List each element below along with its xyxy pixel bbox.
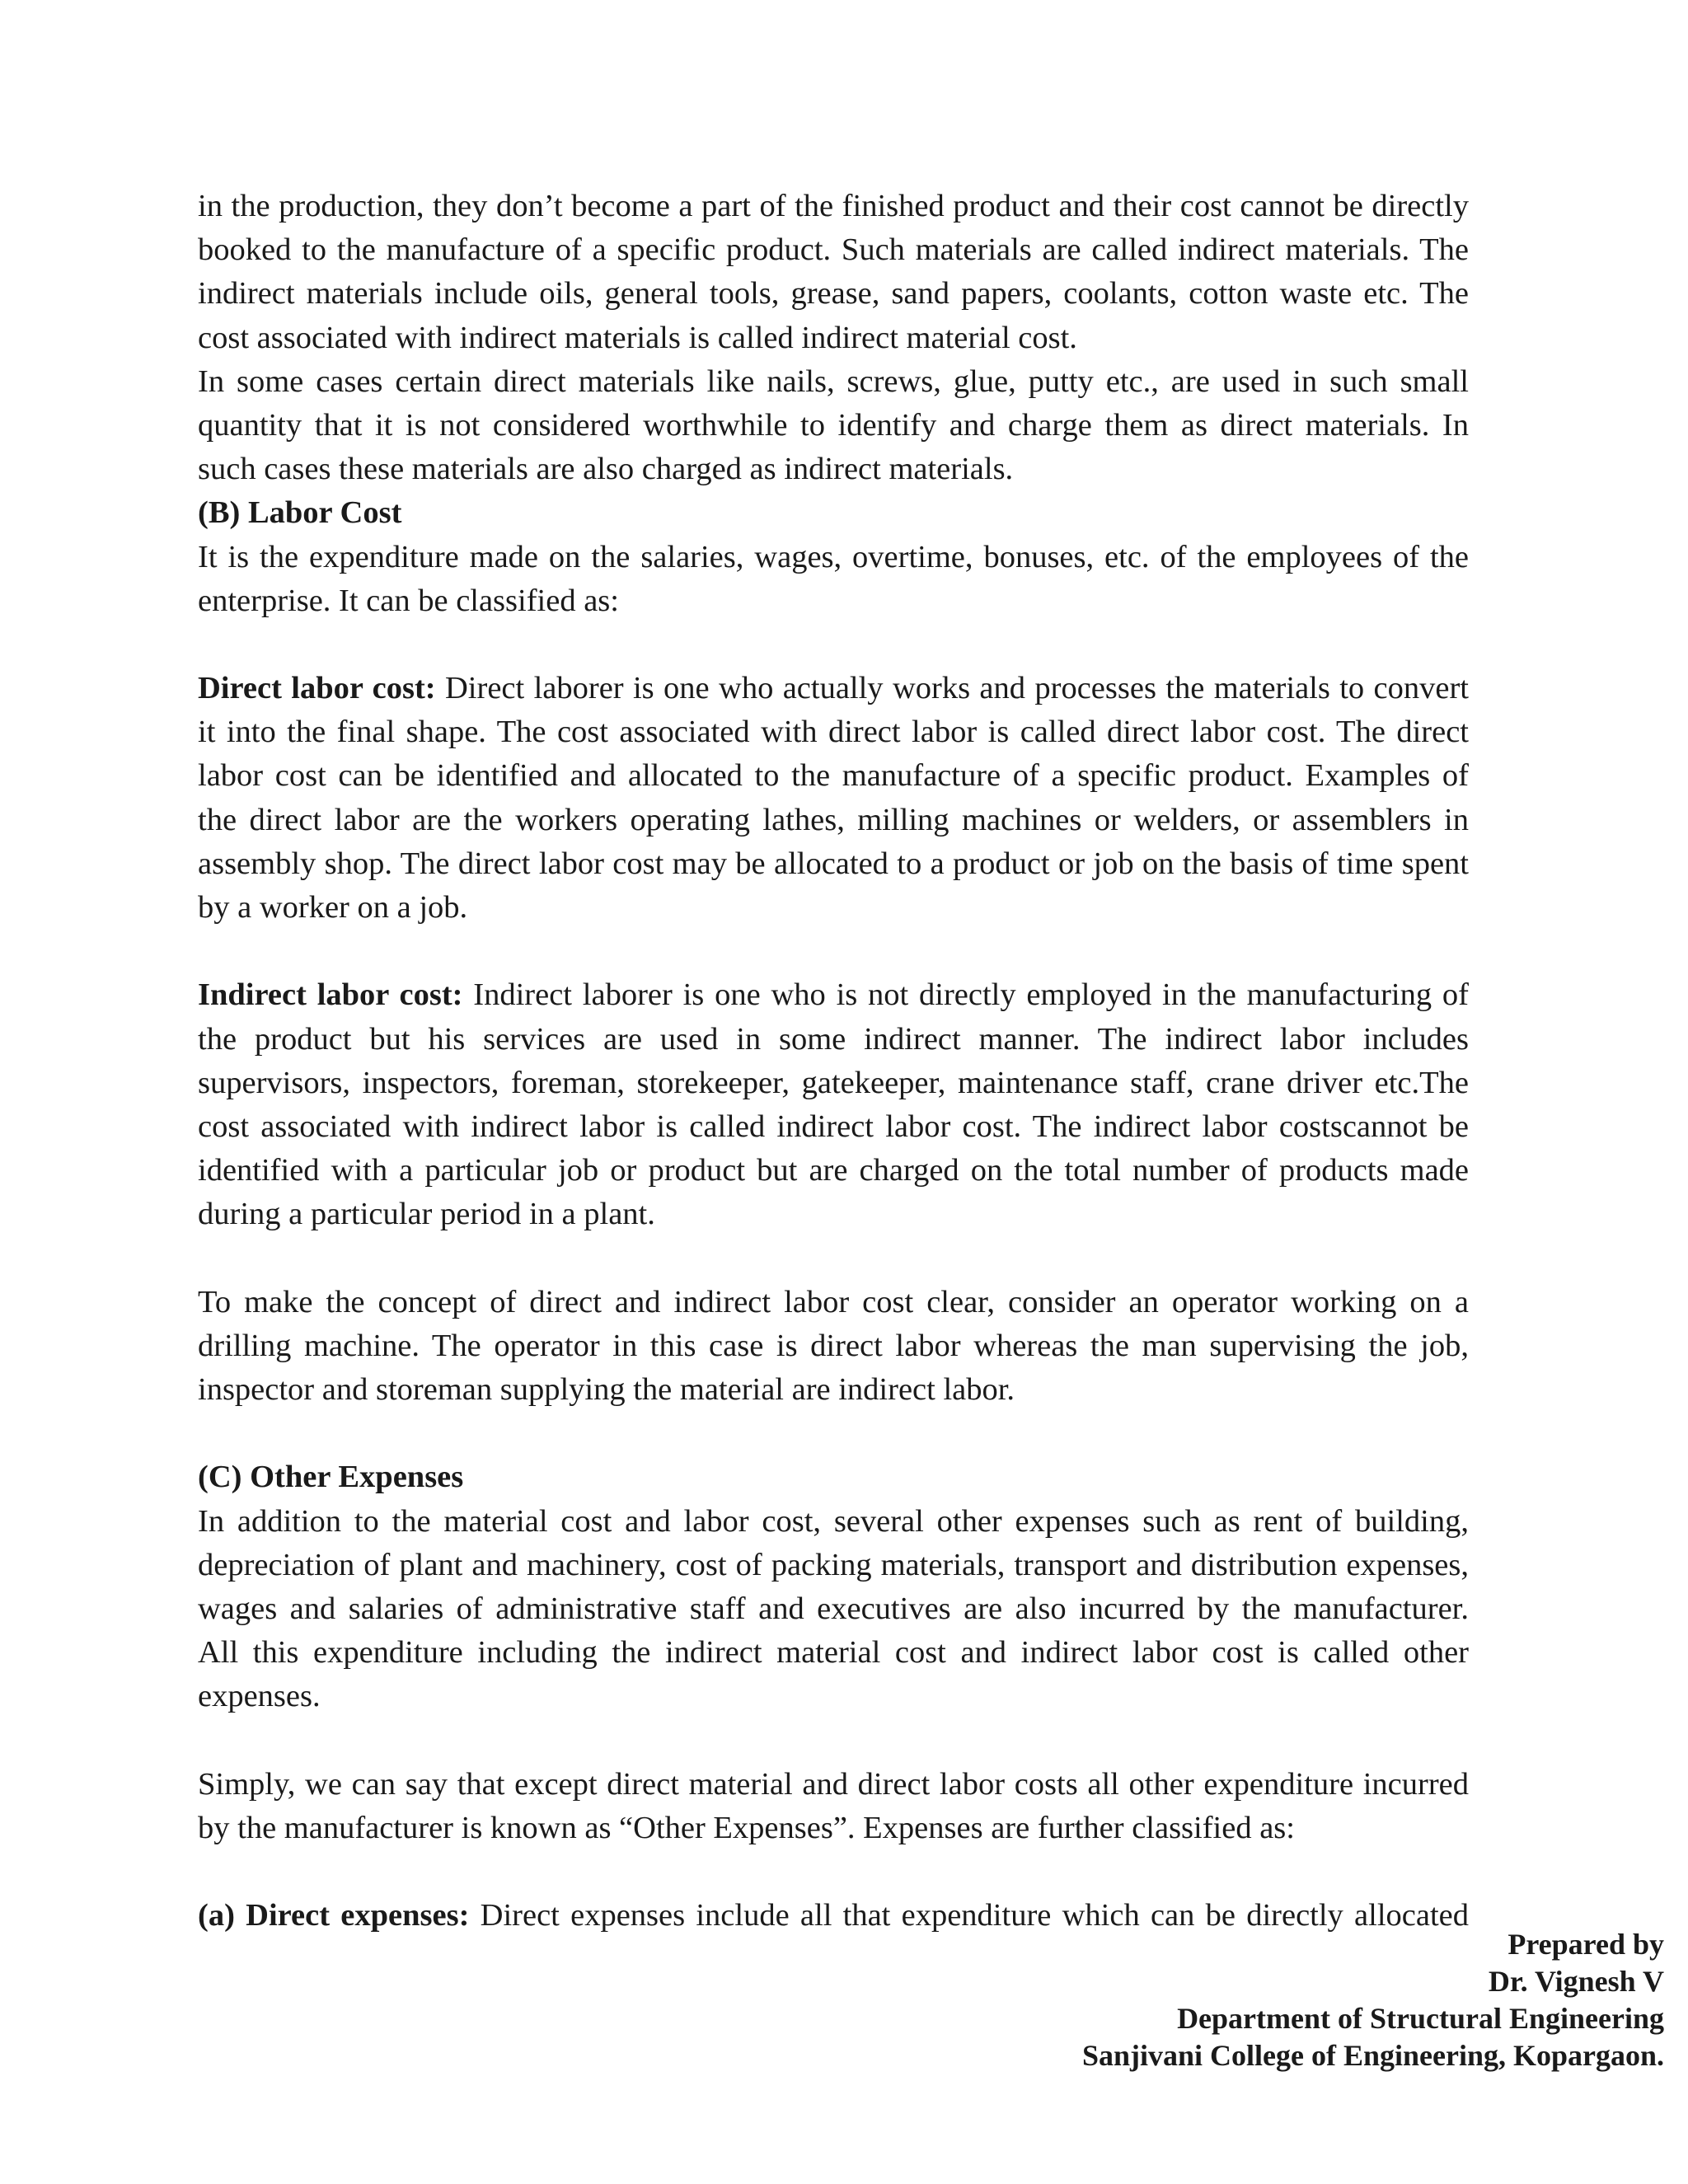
paragraph-gap [198, 1412, 1469, 1455]
term-indirect-labor-cost: Indirect labor cost: [198, 977, 463, 1013]
text-line: In addition to the material cost and labor cost, several other expenses such as rent of building, [198, 1503, 1469, 1539]
term-direct-expenses: (a) Direct expenses: [198, 1898, 470, 1933]
text-line: it into the final shape. The cost associated with direct labor is called direct labor cost. The direct [198, 715, 1469, 750]
paragraph-gap [198, 623, 1469, 667]
text-line: during a particular period in a plant. [198, 1197, 655, 1232]
direct-labor-first-line [198, 667, 1469, 710]
text-line: assembly shop. The direct labor cost may be allocated to a product or job on the basis of time spent [198, 846, 1469, 881]
text-line: quantity that it is not considered worthwhile to identify and charge them as direct materials. In [198, 407, 1469, 443]
text-line: booked to the manufacture of a specific product. Such materials are called indirect materials. The [198, 232, 1469, 268]
section-heading-labor-cost: (B) Labor Cost [198, 495, 402, 531]
text-line: indirect materials include oils, general tools, grease, sand papers, coolants, cotton waste etc. The [198, 276, 1469, 312]
text-line: enterprise. It can be classified as: [198, 583, 619, 618]
footer-prepared-by: Prepared by [1507, 1928, 1664, 1961]
text-line: cost associated with indirect materials is called indirect material cost. [198, 320, 1077, 355]
text-run: Indirect laborer is one who is not directly employed in the manufacturing of [462, 977, 1469, 1013]
text-line: In some cases certain direct materials like nails, screws, glue, putty etc., are used in such small [198, 363, 1469, 399]
text-line: inspector and storeman supplying the material are indirect labor. [198, 1372, 1015, 1408]
text-line: cost associated with indirect labor is called indirect labor cost. The indirect labor costscannot be [198, 1108, 1469, 1144]
text-line: the direct labor are the workers operating lathes, milling machines or welders, or assemblers in [198, 802, 1469, 837]
text-line: identified with a particular job or product but are charged on the total number of products made [198, 1153, 1469, 1188]
author-footer [1082, 1926, 1664, 2074]
indirect-labor-first-line [198, 973, 1469, 1017]
text-run: Direct expenses include all that expenditure which can be directly allocated [469, 1898, 1469, 1933]
text-line: depreciation of plant and machinery, cost of packing materials, transport and distribution expenses, [198, 1547, 1469, 1582]
term-direct-labor-cost: Direct labor cost: [198, 671, 436, 706]
paragraph-gap [198, 930, 1469, 973]
text-line: wages and salaries of administrative staff and executives are also incurred by the manufacturer. [198, 1591, 1469, 1626]
text-line: the product but his services are used in some indirect manner. The indirect labor includes [198, 1021, 1469, 1057]
text-line: labor cost can be identified and allocated to the manufacture of a specific product. Examples of [198, 758, 1469, 794]
text-line: All this expenditure including the indirect material cost and indirect labor cost is called other [198, 1635, 1469, 1671]
text-line: drilling machine. The operator in this case is direct labor whereas the man supervising the job, [198, 1328, 1469, 1363]
text-line: expenses. [198, 1679, 321, 1714]
text-line: Simply, we can say that except direct material and direct labor costs all other expenditure incurred [198, 1766, 1469, 1802]
text-line: by a worker on a job. [198, 890, 468, 925]
paragraph-gap [198, 1237, 1469, 1281]
text-line: in the production, they don’t become a part of the finished product and their cost cannot be directly [198, 189, 1469, 223]
footer-author-name: Dr. Vignesh V [1488, 1965, 1664, 1998]
text-line: To make the concept of direct and indirect labor cost clear, consider an operator working on a [198, 1284, 1469, 1319]
paragraph-gap [198, 1850, 1469, 1894]
paragraph-gap [198, 1719, 1469, 1763]
text-line: such cases these materials are also charged as indirect materials. [198, 452, 1014, 487]
footer-department: Department of Structural Engineering [1177, 2002, 1664, 2035]
footer-college: Sanjivani College of Engineering, Kopargaon. [1081, 2039, 1664, 2072]
text-line: It is the expenditure made on the salaries, wages, overtime, bonuses, etc. of the employees of the [198, 539, 1469, 574]
text-run: Direct laborer is one who actually works and processes the materials to convert [435, 671, 1469, 706]
text-line: by the manufacturer is known as “Other Expenses”. Expenses are further classified as: [198, 1810, 1295, 1845]
section-heading-other-expenses: (C) Other Expenses [198, 1460, 464, 1495]
text-line: supervisors, inspectors, foreman, storekeeper, gatekeeper, maintenance staff, crane driver etc.The [198, 1065, 1469, 1100]
document-body [198, 185, 1469, 1938]
